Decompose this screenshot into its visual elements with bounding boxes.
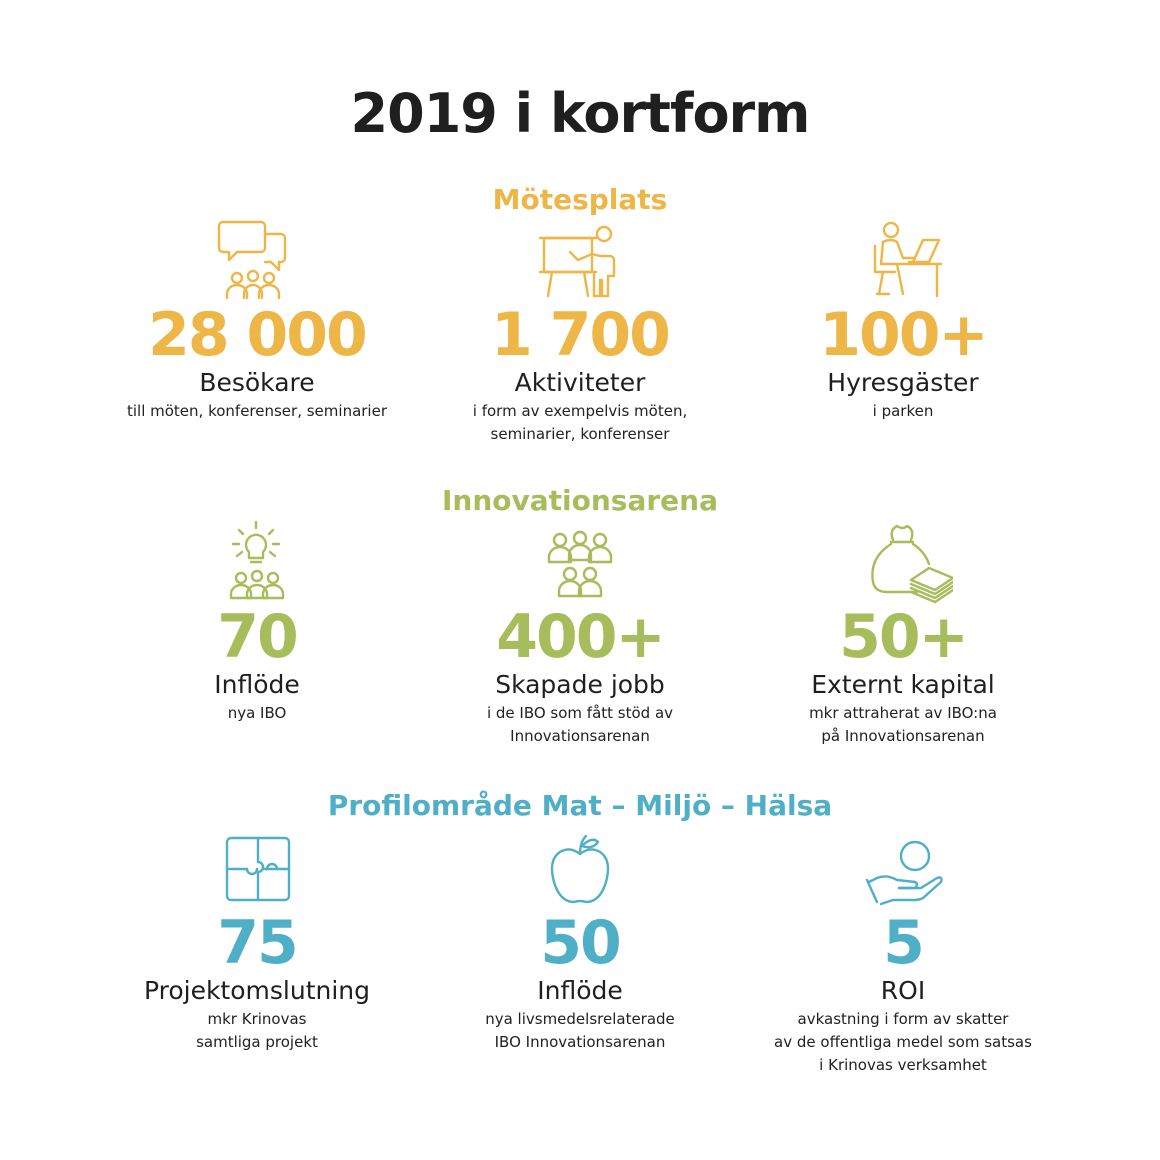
people-group-icon xyxy=(530,518,630,604)
stat-card-inflode-ibo xyxy=(77,518,437,725)
meeting-icon xyxy=(207,216,307,302)
stat-value: 70 xyxy=(217,602,297,672)
section-heading-motesplats: Mötesplats xyxy=(492,183,668,216)
stat-card-externt-kapital xyxy=(723,518,1083,748)
stat-value: 50+ xyxy=(839,602,967,672)
apple-icon xyxy=(530,824,630,910)
stat-value: 400+ xyxy=(496,602,664,672)
section-heading-innovationsarena: Innovationsarena xyxy=(441,484,718,517)
desk-worker-icon xyxy=(853,216,953,302)
stat-description: avkastning i form av skatter av de offentliga medel som satsas i Krinovas verksamhet xyxy=(774,1010,1032,1074)
stat-card-roi xyxy=(723,824,1083,1077)
stat-description: i parken xyxy=(872,402,934,420)
stat-description: nya IBO xyxy=(227,704,287,722)
stat-value: 75 xyxy=(217,908,297,978)
hand-coin-icon xyxy=(853,824,953,910)
puzzle-icon xyxy=(207,824,307,910)
money-bag-icon xyxy=(853,518,953,604)
idea-group-icon xyxy=(207,518,307,604)
page-title: 2019 i kortform xyxy=(350,82,810,145)
stat-description: i form av exempelvis möten, seminarier, konferenser xyxy=(472,402,688,443)
stat-value: 50 xyxy=(540,908,620,978)
stat-card-inflode-livsmedel xyxy=(400,824,760,1054)
stat-description: mkr attraherat av IBO:na på Innovationsarenan xyxy=(809,704,997,745)
coin-label: kr xyxy=(908,849,922,864)
stat-label: Inflöde xyxy=(214,670,300,699)
stat-value: 5 xyxy=(883,908,923,978)
stat-label: Externt kapital xyxy=(811,670,995,699)
stat-description: nya livsmedelsrelaterade IBO Innovationsarenan xyxy=(485,1010,675,1051)
money-bag-label: mkr xyxy=(890,562,912,577)
stat-label: Besökare xyxy=(199,368,315,397)
stat-card-skapade-jobb xyxy=(400,518,760,748)
stat-value: 100+ xyxy=(819,300,987,370)
section-heading-profilomrade: Profilområde Mat – Miljö – Hälsa xyxy=(327,789,833,822)
stat-label: Skapade jobb xyxy=(495,670,665,699)
stat-description: i de IBO som fått stöd av Innovationsarenan xyxy=(486,704,674,745)
stat-label: Hyresgäster xyxy=(827,368,979,397)
stat-card-projektomslutning xyxy=(77,824,437,1054)
stat-label: ROI xyxy=(880,976,926,1005)
stat-description: mkr Krinovas samtliga projekt xyxy=(196,1010,318,1051)
presentation-icon xyxy=(530,216,630,302)
stat-label: Aktiviteter xyxy=(514,368,646,397)
stat-value: 1 700 xyxy=(491,300,669,370)
stat-value: 28 000 xyxy=(148,300,366,370)
stat-description: till möten, konferenser, seminarier xyxy=(126,402,387,420)
stat-card-hyresgaster xyxy=(723,216,1083,423)
stat-card-aktiviteter xyxy=(400,216,760,446)
stat-card-besokare xyxy=(77,216,437,423)
stat-label: Inflöde xyxy=(537,976,623,1005)
stat-label: Projektomslutning xyxy=(143,976,371,1005)
